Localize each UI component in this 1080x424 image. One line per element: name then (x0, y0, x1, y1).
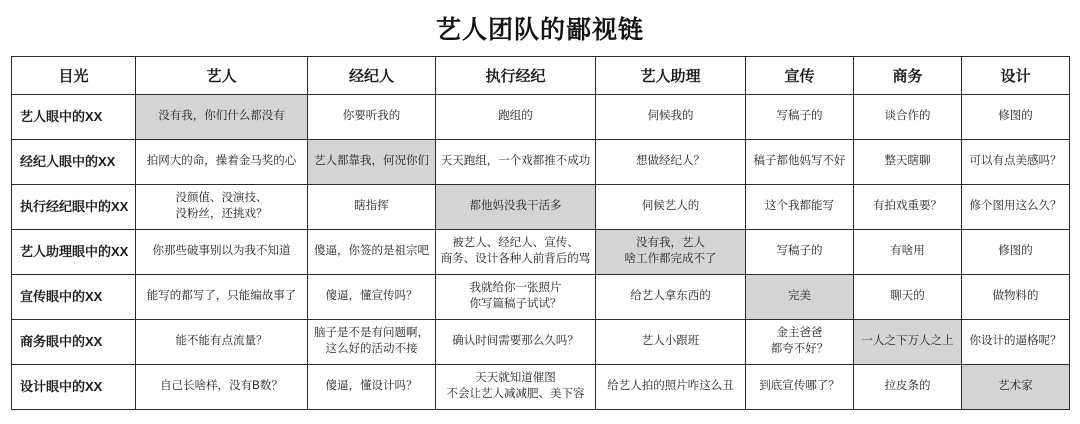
matrix-cell (746, 95, 854, 140)
row-header: 经纪人眼中的XX (12, 140, 136, 185)
matrix-cell (854, 275, 962, 320)
cell-line: 写稿子的 (776, 110, 823, 123)
matrix-cell (746, 185, 854, 230)
matrix-cell (596, 185, 746, 230)
table-row (12, 140, 1070, 185)
matrix-cell (962, 95, 1070, 140)
matrix-cell (436, 140, 596, 185)
cell-line: 伺候我的 (647, 110, 694, 123)
table-row (12, 230, 1070, 275)
matrix-cell (962, 185, 1070, 230)
cell-line: 拍网大的命，操着金马奖的心 (146, 155, 297, 168)
cell-line: 给艺人拿东西的 (630, 290, 711, 303)
cell-line: 傻逼，懂宣传吗？ (325, 290, 418, 303)
matrix-cell (596, 230, 746, 275)
row-header: 设计眼中的XX (12, 365, 136, 410)
matrix-cell (962, 230, 1070, 275)
cell-line: 谈合作的 (884, 110, 931, 123)
cell-line: 艺人都靠我，何况你们 (314, 155, 429, 168)
matrix-cell (436, 95, 596, 140)
table-row (12, 275, 1070, 320)
matrix-cell (136, 230, 308, 275)
table-row (12, 95, 1070, 140)
matrix-cell (746, 320, 854, 365)
matrix-cell (746, 230, 854, 275)
cell-line: 我就给你一张照片 (469, 282, 562, 295)
table-row (12, 365, 1070, 410)
page-title: 艺人团队的鄙视链 (435, 16, 644, 44)
column-header-3: 执行经纪 (436, 57, 596, 95)
cell-line: 能不能有点流量？ (175, 335, 268, 348)
cell-line: 你写篇稿子试试？ (469, 298, 562, 310)
matrix-cell (308, 140, 436, 185)
cell-line: 写稿子的 (776, 245, 823, 258)
table-row (12, 185, 1070, 230)
cell-line: 都他妈没我干活多 (469, 200, 562, 213)
cell-line: 修图的 (998, 110, 1033, 123)
matrix-cell (854, 230, 962, 275)
cell-line: 艺人小跟班 (641, 335, 700, 348)
cell-line: 有拍戏重要？ (873, 200, 942, 213)
matrix-cell (308, 320, 436, 365)
cell-line: 没有我，艺人 (636, 237, 705, 250)
cell-line: 艺术家 (998, 380, 1033, 393)
matrix-cell (436, 230, 596, 275)
cell-line: 傻逼，懂设计吗？ (325, 380, 418, 393)
cell-line: 你设计的逼格呢？ (969, 335, 1062, 348)
column-header-2: 经纪人 (308, 57, 436, 95)
cell-line: 这个我都能写 (765, 200, 834, 213)
cell-line: 商务、设计各种人前背后的骂 (440, 253, 591, 265)
matrix-cell (596, 365, 746, 410)
column-header-1: 艺人 (136, 57, 308, 95)
column-header-7: 设计 (962, 57, 1070, 95)
cell-line: 被艺人、经纪人、宣传、 (452, 237, 579, 250)
matrix-cell (854, 185, 962, 230)
matrix-cell (746, 140, 854, 185)
row-header: 商务眼中的XX (12, 320, 136, 365)
cell-line: 拉皮条的 (884, 380, 931, 393)
row-header: 艺人眼中的XX (12, 95, 136, 140)
matrix-cell (962, 365, 1070, 410)
matrix-cell (962, 320, 1070, 365)
cell-line: 能写的都写了，只能编故事了 (146, 290, 297, 303)
matrix-cell (308, 95, 436, 140)
matrix-cell (136, 140, 308, 185)
cell-line: 想做经纪人？ (636, 155, 705, 168)
matrix-cell (854, 320, 962, 365)
matrix-cell (136, 365, 308, 410)
row-header: 执行经纪眼中的XX (12, 185, 136, 230)
cell-line: 稿子都他妈写不好 (753, 155, 846, 168)
cell-line: 确认时间需要那么久吗？ (452, 335, 579, 348)
cell-line: 没有我，你们什么都没有 (158, 110, 285, 123)
matrix-cell (436, 365, 596, 410)
table-body (12, 95, 1070, 410)
matrix-cell (746, 365, 854, 410)
cell-line: 修个图用这么久？ (969, 200, 1062, 213)
table-row (12, 320, 1070, 365)
column-header-0: 目光 (12, 57, 136, 95)
cell-line: 跑组的 (498, 110, 533, 123)
matrix-cell (962, 140, 1070, 185)
matrix-cell (308, 365, 436, 410)
cell-line: 有啥用 (890, 245, 925, 258)
cell-line: 天天就知道催图 (475, 372, 556, 385)
cell-line: 伺候艺人的 (641, 200, 700, 213)
matrix-cell (136, 185, 308, 230)
matrix-cell (436, 320, 596, 365)
cell-line: 一人之下万人之上 (861, 335, 954, 348)
matrix-cell (308, 230, 436, 275)
cell-line: 啥工作都完成不了 (624, 253, 717, 265)
matrix-cell (436, 185, 596, 230)
row-header: 艺人助理眼中的XX (12, 230, 136, 275)
matrix-cell (854, 365, 962, 410)
cell-line: 做物料的 (992, 290, 1039, 303)
matrix-cell (596, 140, 746, 185)
matrix-cell (854, 95, 962, 140)
column-header-4: 艺人助理 (596, 57, 746, 95)
cell-line: 给艺人拍的照片咋这么丑 (607, 380, 734, 393)
perception-matrix-table (11, 56, 1070, 410)
cell-line: 傻逼，你签的是祖宗吧 (314, 245, 429, 258)
cell-line: 聊天的 (890, 290, 925, 303)
column-header-5: 宣传 (746, 57, 854, 95)
cell-line: 瞎指挥 (354, 200, 389, 213)
cell-line: 自己长啥样，没有B数？ (160, 380, 283, 393)
cell-line: 修图的 (998, 245, 1033, 258)
matrix-cell (436, 275, 596, 320)
cell-line: 没颜值、没演技、 (175, 192, 268, 205)
cell-line: 可以有点美感吗？ (969, 155, 1062, 168)
row-header: 宣传眼中的XX (12, 275, 136, 320)
cell-line: 完美 (788, 290, 811, 303)
matrix-cell (136, 95, 308, 140)
cell-line: 这么好的活动不接 (325, 343, 418, 355)
matrix-cell (136, 320, 308, 365)
cell-line: 你那些破事别以为我不知道 (152, 245, 291, 258)
cell-line: 整天瞎聊 (884, 155, 931, 168)
title-bar (0, 0, 1080, 56)
matrix-cell (308, 185, 436, 230)
matrix-cell (596, 275, 746, 320)
cell-line: 没粉丝，还挑戏？ (175, 208, 268, 220)
table-header (12, 57, 1070, 95)
matrix-cell (854, 140, 962, 185)
cell-line: 到底宣传哪了？ (759, 380, 840, 393)
cell-line: 脑子是不是有问题啊， (314, 327, 429, 340)
column-header-6: 商务 (854, 57, 962, 95)
matrix-cell (308, 275, 436, 320)
matrix-cell (746, 275, 854, 320)
matrix-cell (596, 95, 746, 140)
cell-line: 不会让艺人减减肥、美下容 (446, 388, 585, 400)
matrix-cell (136, 275, 308, 320)
cell-line: 你要听我的 (342, 110, 401, 123)
matrix-cell (596, 320, 746, 365)
cell-line: 都夸不好？ (770, 343, 829, 355)
cell-line: 天天跑组，一个戏都推不成功 (440, 155, 591, 168)
header-row (12, 57, 1070, 95)
matrix-cell (962, 275, 1070, 320)
cell-line: 金主爸爸 (776, 327, 823, 340)
